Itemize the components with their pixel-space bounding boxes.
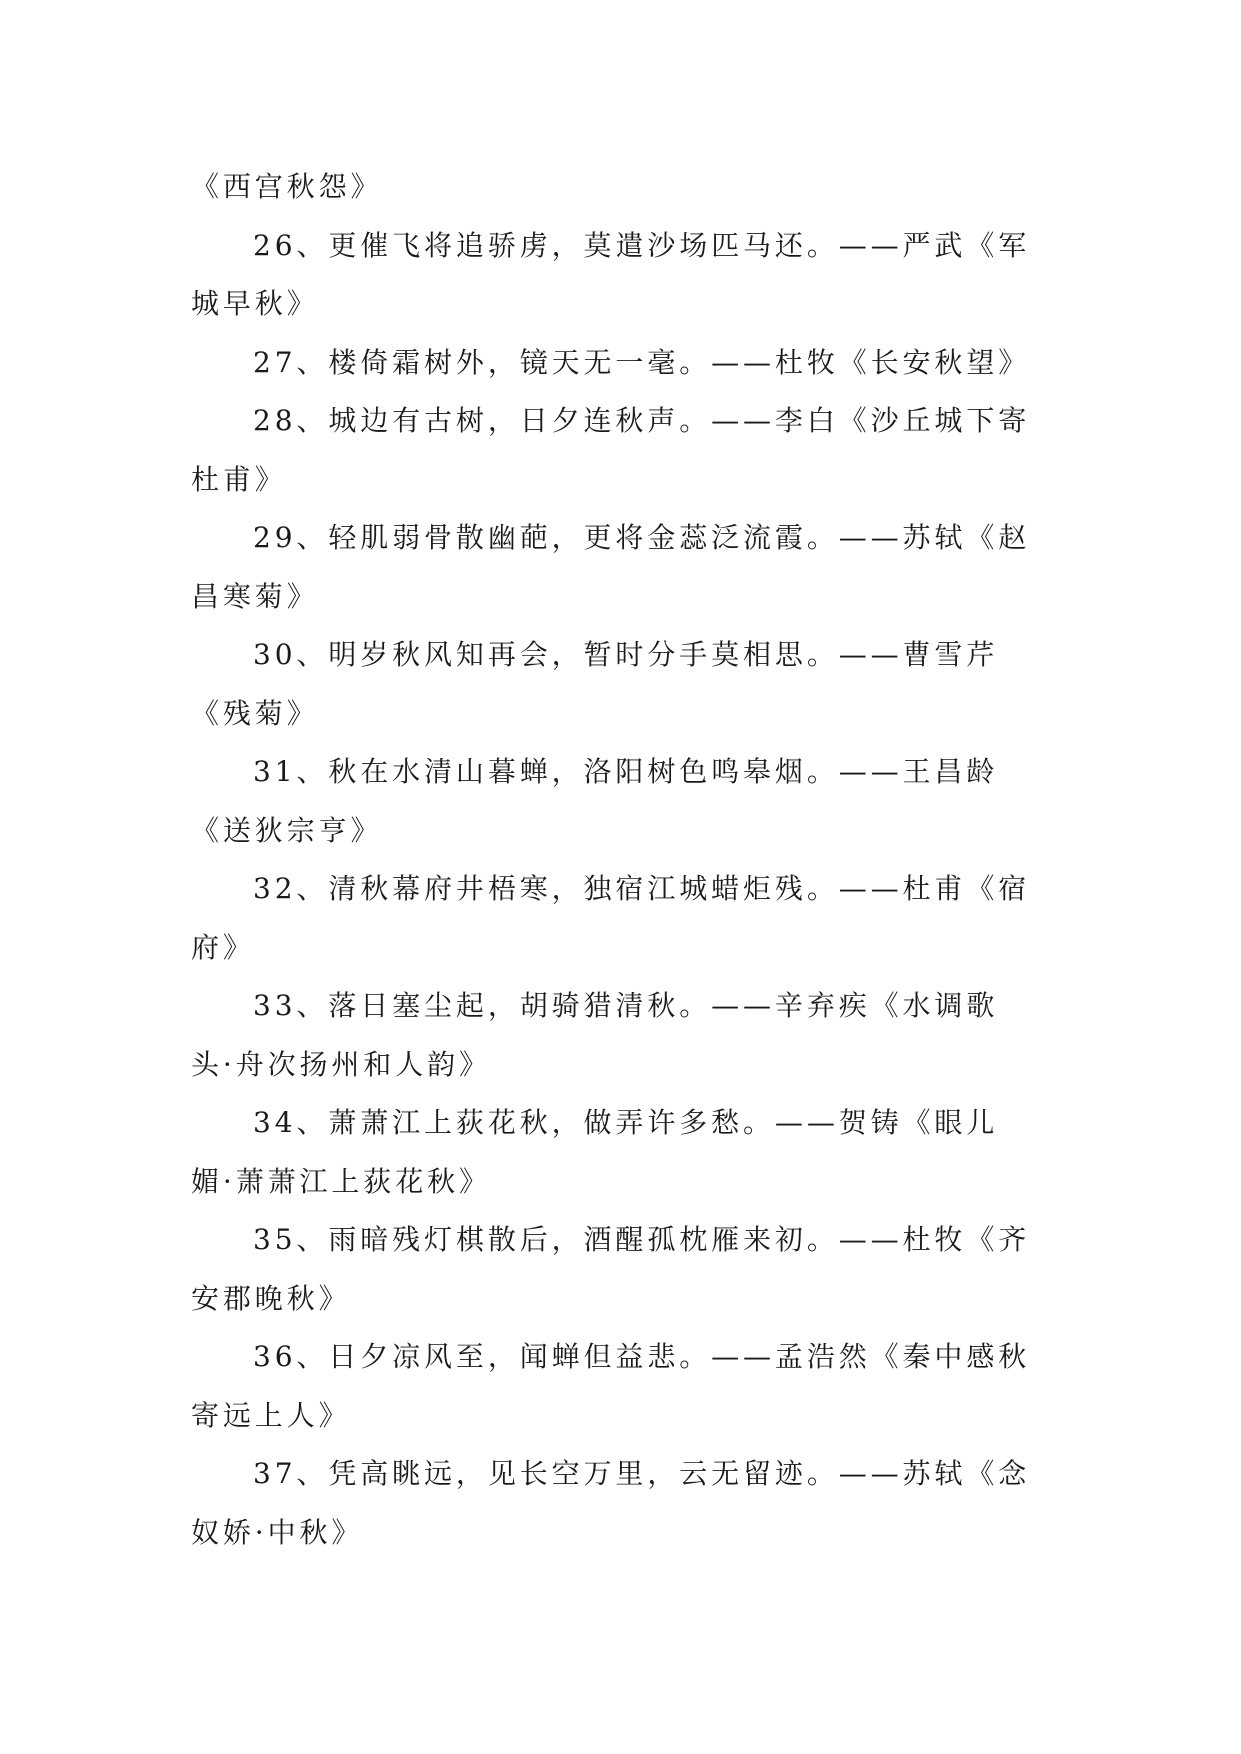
line-item-30: 30、明岁秋风知再会，暂时分手莫相思。——曹雪芹: [253, 638, 999, 671]
line-continuation: 府》: [191, 930, 255, 964]
line-continuation: 媚·萧萧江上荻花秋》: [191, 1164, 491, 1198]
line-continuation: 《西宫秋怨》: [191, 170, 383, 203]
line-continuation: 《送狄宗亨》: [191, 813, 383, 847]
line-item-37: 37、凭高眺远，见长空万里，云无留迹。——苏轼《念: [253, 1457, 1031, 1490]
line-item-26: 26、更催飞将追骄虏，莫遣沙场匹马还。——严武《军: [253, 228, 1031, 262]
line-continuation: 头·舟次扬州和人韵》: [191, 1047, 491, 1081]
line-continuation: 城早秋》: [191, 287, 319, 320]
line-item-36: 36、日夕凉风至，闻蝉但益悲。——孟浩然《秦中感秋: [253, 1340, 1031, 1373]
line-item-35: 35、雨暗残灯棋散后，酒醒孤枕雁来初。——杜牧《齐: [253, 1223, 1031, 1256]
line-item-32: 32、清秋幕府井梧寒，独宿江城蜡炬残。——杜甫《宿: [253, 872, 1031, 905]
line-continuation: 安郡晚秋》: [191, 1281, 351, 1315]
line-item-33: 33、落日塞尘起，胡骑猎清秋。——辛弃疾《水调歌: [253, 989, 999, 1022]
line-item-31: 31、秋在水清山暮蝉，洛阳树色鸣皋烟。——王昌龄: [253, 755, 999, 788]
line-continuation: 奴娇·中秋》: [191, 1515, 364, 1549]
line-continuation: 《残菊》: [191, 696, 319, 730]
poem-list: [191, 158, 1051, 1562]
line-continuation: 寄远上人》: [191, 1398, 351, 1432]
line-item-29: 29、轻肌弱骨散幽葩，更将金蕊泛流霞。——苏轼《赵: [253, 521, 1031, 554]
line-item-28: 28、城边有古树，日夕连秋声。——李白《沙丘城下寄: [253, 404, 1031, 437]
line-continuation: 杜甫》: [191, 462, 287, 496]
line-item-27: 27、楼倚霜树外，镜天无一毫。——杜牧《长安秋望》: [253, 345, 1031, 379]
line-item-34: 34、萧萧江上荻花秋，做弄许多愁。——贺铸《眼儿: [253, 1106, 999, 1139]
line-continuation: 昌寒菊》: [191, 579, 319, 613]
